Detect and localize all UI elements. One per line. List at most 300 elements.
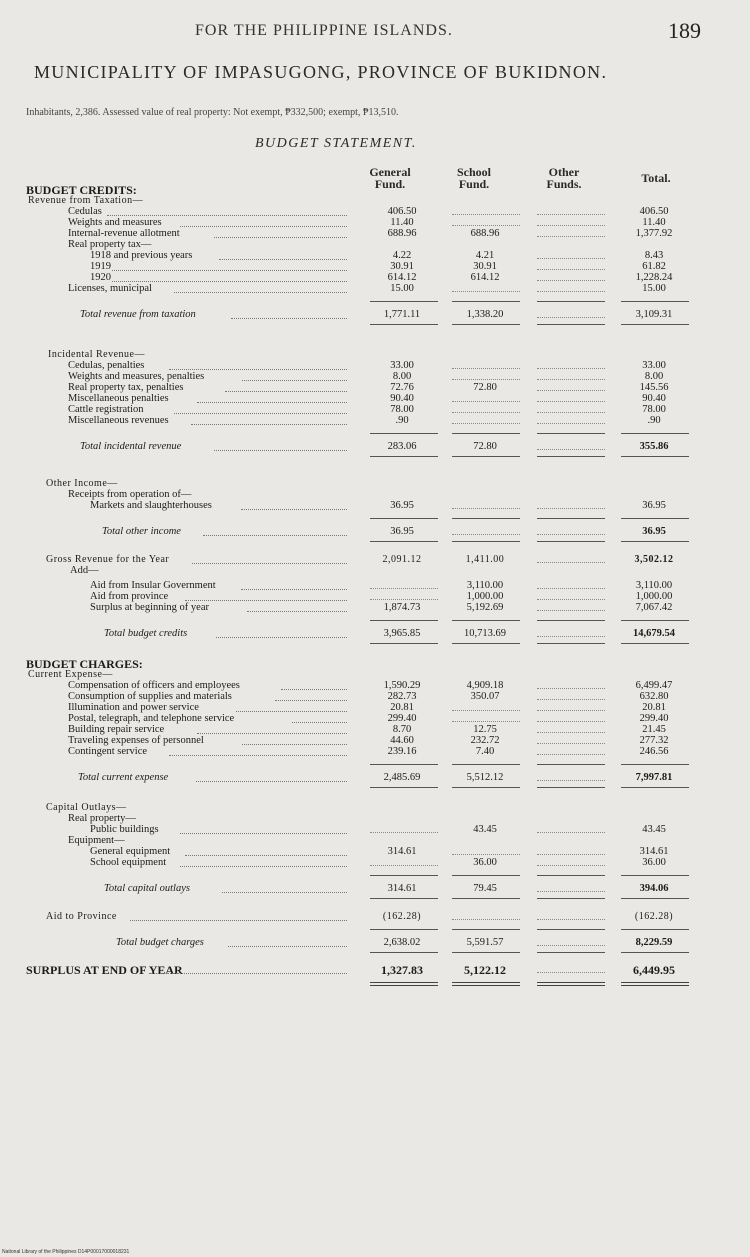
cell-other-blank [537,261,605,270]
dot-leader [174,283,347,293]
total-rule [452,456,520,457]
total-rule [537,324,605,325]
cell-other-blank [537,580,605,589]
cell-school: 614.12 [470,272,500,283]
sum-rule [452,301,520,302]
column-header-other-funds: Other Funds. [546,165,582,191]
sum-rule [370,301,438,302]
cell-general: 314.61 [387,846,417,857]
cell-general-blank [370,591,438,600]
cell-school-blank [452,713,520,722]
row-label: Weights and measures [68,217,162,228]
cell-other-blank [537,500,605,509]
cell-school-blank [452,371,520,380]
total-rule [621,456,689,457]
cell-general-blank [370,824,438,833]
row-label: Revenue from Taxation— [28,195,144,206]
table-row [0,526,750,538]
dot-leader [214,441,347,451]
dot-leader [149,964,347,974]
cell-general: 1,771.11 [383,309,421,320]
cell-other-blank [537,591,605,600]
inhabitants-line: Inhabitants, 2,386. Assessed value of real property: Not exempt, ₱332,500; exempt, ₱13,510. [26,107,399,118]
cell-general-blank [370,857,438,866]
row-label: Other Income— [46,478,118,489]
row-label: Markets and slaughterhouses [90,500,212,511]
cell-other-blank [537,526,605,535]
total-rule [370,787,438,788]
cell-general: 44.60 [390,735,414,746]
dot-leader [180,857,347,867]
cell-school: 72.80 [473,382,497,393]
sum-rule [452,929,520,930]
cell-general: 1,327.83 [381,963,423,977]
cell-general: 406.50 [387,206,417,217]
sum-rule [621,301,689,302]
row-label: 1918 and previous years [90,250,193,261]
cell-total: 394.06 [639,883,669,894]
dot-leader [185,591,347,601]
total-rule [621,898,689,899]
total-rule [621,324,689,325]
cell-other-blank [537,702,605,711]
total-rule [621,952,689,953]
sum-rule [621,929,689,930]
cell-other-blank [537,772,605,781]
dot-leader [180,217,347,227]
cell-total: 90.40 [642,393,666,404]
sum-rule [370,518,438,519]
cell-total: 36.00 [642,857,666,868]
cell-total: 3,502.12 [634,554,674,565]
cell-school: 1,338.20 [466,309,504,320]
cell-school: 5,122.12 [464,963,506,977]
dot-leader [236,702,347,712]
cell-school: 5,591.57 [466,937,504,948]
row-label: Capital Outlays— [46,802,127,813]
cell-general: 36.95 [390,526,414,537]
cell-general: 1,590.29 [383,680,421,691]
cell-school: 688.96 [470,228,500,239]
dot-leader [241,580,347,590]
cell-other-blank [537,441,605,450]
row-label: Traveling expenses of personnel [68,735,204,746]
dot-leader [241,500,347,510]
row-label: BUDGET CHARGES: [26,657,143,671]
table-row [0,500,750,512]
total-rule [621,541,689,542]
total-rule [452,787,520,788]
cell-total: 11.40 [642,217,666,228]
cell-other-blank [537,746,605,755]
table-row [0,746,750,758]
cell-school: 12.75 [473,724,497,735]
total-rule [621,787,689,788]
cell-school: 7.40 [475,746,495,757]
row-label: Gross Revenue for the Year [46,554,170,565]
cell-general: 72.76 [390,382,414,393]
dot-leader [197,393,347,403]
cell-total: 8,229.59 [635,937,673,948]
cell-school-blank [452,911,520,920]
total-rule [370,324,438,325]
total-rule [370,456,438,457]
row-label: Aid to Province [46,911,117,922]
cell-general: 314.61 [387,883,417,894]
total-rule [370,541,438,542]
dot-leader [169,360,347,370]
cell-school-blank [452,283,520,292]
row-label: 1920 [90,272,111,283]
row-label: SURPLUS AT END OF YEAR [26,963,183,977]
cell-school: 1,411.00 [465,554,505,565]
cell-school: 4,909.18 [466,680,504,691]
cell-total: 20.81 [642,702,666,713]
cell-school: 4.21 [475,250,495,261]
cell-other-blank [537,911,605,920]
cell-other-blank [537,602,605,611]
dot-leader [222,883,347,893]
row-label: Licenses, municipal [68,283,152,294]
row-label: Cedulas [68,206,102,217]
cell-general: 2,091.12 [382,554,422,565]
cell-other-blank [537,735,605,744]
final-double-rule [370,982,438,986]
cell-school-blank [452,360,520,369]
dot-leader [242,371,347,381]
dot-leader [107,206,347,216]
cell-total: 7,067.42 [635,602,673,613]
total-rule [370,952,438,953]
total-rule [621,643,689,644]
cell-general: 11.40 [390,217,414,228]
total-rule [452,324,520,325]
cell-other-blank [537,382,605,391]
row-label: Public buildings [90,824,159,835]
dot-leader [216,628,347,638]
cell-total: 36.95 [642,500,666,511]
cell-other-blank [537,228,605,237]
row-label: Real property tax— [68,239,152,250]
cell-total: 21.45 [642,724,666,735]
cell-other-blank [537,824,605,833]
cell-school: 10,713.69 [464,628,506,639]
dot-leader [112,272,347,282]
total-rule [370,643,438,644]
table-row [0,628,750,640]
row-label: Total budget credits [104,628,188,639]
row-label: Total other income [102,526,181,537]
cell-total: 6,499.47 [635,680,673,691]
page-title: MUNICIPALITY OF IMPASUGONG, PROVINCE OF BUKIDNON. [34,62,608,82]
cell-school-blank [452,206,520,215]
cell-school: 1,000.00 [466,591,504,602]
dot-leader [169,746,347,756]
cell-total: 36.95 [642,526,666,537]
total-rule [537,541,605,542]
cell-school-blank [452,526,520,535]
total-rule [537,898,605,899]
row-label: School equipment [90,857,167,868]
cell-total: 8.00 [644,371,664,382]
sum-rule [537,875,605,876]
cell-general: .90 [395,415,409,426]
cell-other-blank [537,964,605,973]
total-rule [452,898,520,899]
cell-other-blank [537,206,605,215]
row-label: Total incidental revenue [80,441,182,452]
dot-leader [185,846,347,856]
cell-total: (162.28) [634,911,674,922]
cell-school-blank [452,415,520,424]
cell-general: 33.00 [390,360,414,371]
total-rule [537,952,605,953]
cell-other-blank [537,371,605,380]
dot-leader [192,554,347,564]
total-rule [537,643,605,644]
final-double-rule [537,982,605,986]
table-row [0,283,750,295]
cell-other-blank [537,724,605,733]
dot-leader [196,772,347,782]
cell-other-blank [537,217,605,226]
row-label: Miscellaneous revenues [68,415,169,426]
dot-leader [191,415,347,425]
row-label: Total current expense [78,772,169,783]
total-rule [452,952,520,953]
running-head: FOR THE PHILIPPINE ISLANDS. [195,22,453,39]
cell-general: 2,485.69 [383,772,421,783]
row-label: Postal, telegraph, and telephone service [68,713,235,724]
cell-total: 1,000.00 [635,591,673,602]
table-row [0,857,750,869]
cell-school: 72.80 [473,441,497,452]
cell-school: 36.00 [473,857,497,868]
cell-general: 283.06 [387,441,417,452]
cell-general: 4.22 [392,250,412,261]
cell-school-blank [452,217,520,226]
row-label: Cedulas, penalties [68,360,145,371]
cell-school: 350.07 [470,691,500,702]
cell-total: 1,228.24 [635,272,673,283]
dot-leader [228,937,347,947]
cell-other-blank [537,415,605,424]
sum-rule [621,433,689,434]
sum-rule [452,518,520,519]
table-row [0,883,750,895]
row-label: Cattle registration [68,404,144,415]
sum-rule [370,620,438,621]
row-label: Contingent service [68,746,148,757]
cell-other-blank [537,713,605,722]
cell-school: 5,512.12 [466,772,504,783]
cell-school-blank [452,393,520,402]
sum-rule [621,518,689,519]
cell-general: 614.12 [387,272,417,283]
cell-general: 15.00 [390,283,414,294]
cell-other-blank [537,883,605,892]
cell-general: 30.91 [390,261,414,272]
row-label: Illumination and power service [68,702,199,713]
cell-other-blank [537,360,605,369]
row-label: Incidental Revenue— [48,349,145,360]
table-row [0,772,750,784]
row-label: Miscellaneous penalties [68,393,169,404]
table-row [0,441,750,453]
cell-school: 5,192.69 [466,602,504,613]
column-header-general-fund: General Fund. [369,165,411,191]
cell-other-blank [537,309,605,318]
sum-rule [537,929,605,930]
cell-general: 688.96 [387,228,417,239]
sum-rule [537,301,605,302]
cell-school: 232.72 [470,735,500,746]
cell-school: 43.45 [473,824,497,835]
cell-total: 15.00 [642,283,666,294]
row-label: Receipts from operation of— [68,489,192,500]
sum-rule [452,764,520,765]
dot-leader [174,404,347,414]
dot-leader [225,382,347,392]
dot-leader [275,691,347,701]
cell-other-blank [537,628,605,637]
sum-rule [621,875,689,876]
row-label: Real property— [68,813,136,824]
cell-other-blank [537,846,605,855]
row-label: Building repair service [68,724,165,735]
sum-rule [452,875,520,876]
row-label: Total revenue from taxation [80,309,196,320]
cell-general: 282.73 [387,691,417,702]
row-label: General equipment [90,846,171,857]
dot-leader [231,309,347,319]
row-label: Weights and measures, penalties [68,371,205,382]
cell-school: 30.91 [473,261,497,272]
dot-leader [242,735,347,745]
cell-general: 239.16 [387,746,417,757]
dot-leader [247,602,347,612]
final-double-rule [621,982,689,986]
table-row [0,309,750,321]
cell-total: 61.82 [642,261,666,272]
dot-leader [281,680,347,690]
cell-general: 2,638.02 [383,937,421,948]
cell-other-blank [537,691,605,700]
cell-total: 6,449.95 [633,963,675,977]
table-row [0,937,750,949]
sum-rule [537,433,605,434]
dot-leader [130,911,347,921]
row-label: Add— [70,565,99,576]
row-label: Aid from Insular Government [90,580,216,591]
cell-school: 79.45 [473,883,497,894]
row-label: Current Expense— [28,669,113,680]
cell-total: 3,110.00 [635,580,673,591]
cell-general-blank [370,580,438,589]
row-label: Aid from province [90,591,169,602]
table-row [0,911,750,923]
sum-rule [537,620,605,621]
total-rule [537,456,605,457]
cell-other-blank [537,937,605,946]
row-label: Compensation of officers and employees [68,680,240,691]
column-header-total: Total. [641,171,671,185]
cell-total: 8.43 [644,250,664,261]
dot-leader [292,713,347,723]
cell-general: 8.00 [392,371,412,382]
row-label: Surplus at beginning of year [90,602,209,613]
table-row [0,565,750,577]
cell-school-blank [452,702,520,711]
cell-general: 78.00 [390,404,414,415]
row-label: Total capital outlays [104,883,190,894]
dot-leader [203,526,347,536]
cell-total: 14,679.54 [633,628,675,639]
cell-total: 406.50 [639,206,669,217]
cell-total: 632.80 [639,691,669,702]
table-row [0,415,750,427]
page-number: 189 [668,18,701,43]
cell-school-blank [452,404,520,413]
total-rule [370,898,438,899]
total-rule [452,643,520,644]
dot-leader [112,261,347,271]
cell-school: 3,110.00 [466,580,504,591]
cell-total: 299.40 [639,713,669,724]
column-header-school-fund: School Fund. [456,165,491,191]
cell-total: 145.56 [639,382,669,393]
row-label: Real property tax, penalties [68,382,184,393]
cell-other-blank [537,272,605,281]
sum-rule [370,764,438,765]
sum-rule [621,620,689,621]
final-double-rule [452,982,520,986]
cell-school-blank [452,500,520,509]
cell-total: 355.86 [639,441,669,452]
cell-total: .90 [647,415,661,426]
dot-leader [197,724,347,734]
row-label: BUDGET CREDITS: [26,183,137,197]
cell-other-blank [537,680,605,689]
cell-total: 277.32 [639,735,669,746]
sum-rule [537,518,605,519]
sum-rule [370,433,438,434]
cell-general: 3,965.85 [383,628,421,639]
total-rule [452,541,520,542]
cell-total: 314.61 [639,846,669,857]
cell-total: 78.00 [642,404,666,415]
cell-general: (162.28) [382,911,422,922]
row-label: Equipment— [68,835,125,846]
archive-footer: National Library of the Philippines D14P00017000018231 [2,1249,130,1255]
cell-general: 299.40 [387,713,417,724]
cell-other-blank [537,404,605,413]
sum-rule [537,764,605,765]
cell-total: 1,377.92 [635,228,673,239]
row-label: Total budget charges [116,937,204,948]
table-row [0,602,750,614]
cell-general: 90.40 [390,393,414,404]
cell-general: 8.70 [392,724,412,735]
budget-statement-heading: BUDGET STATEMENT. [255,136,417,151]
sum-rule [370,875,438,876]
row-label: Internal-revenue allotment [68,228,180,239]
cell-other-blank [537,250,605,259]
sum-rule [452,620,520,621]
dot-leader [219,250,347,260]
cell-total: 7,997.81 [635,772,673,783]
cell-general: 36.95 [390,500,414,511]
